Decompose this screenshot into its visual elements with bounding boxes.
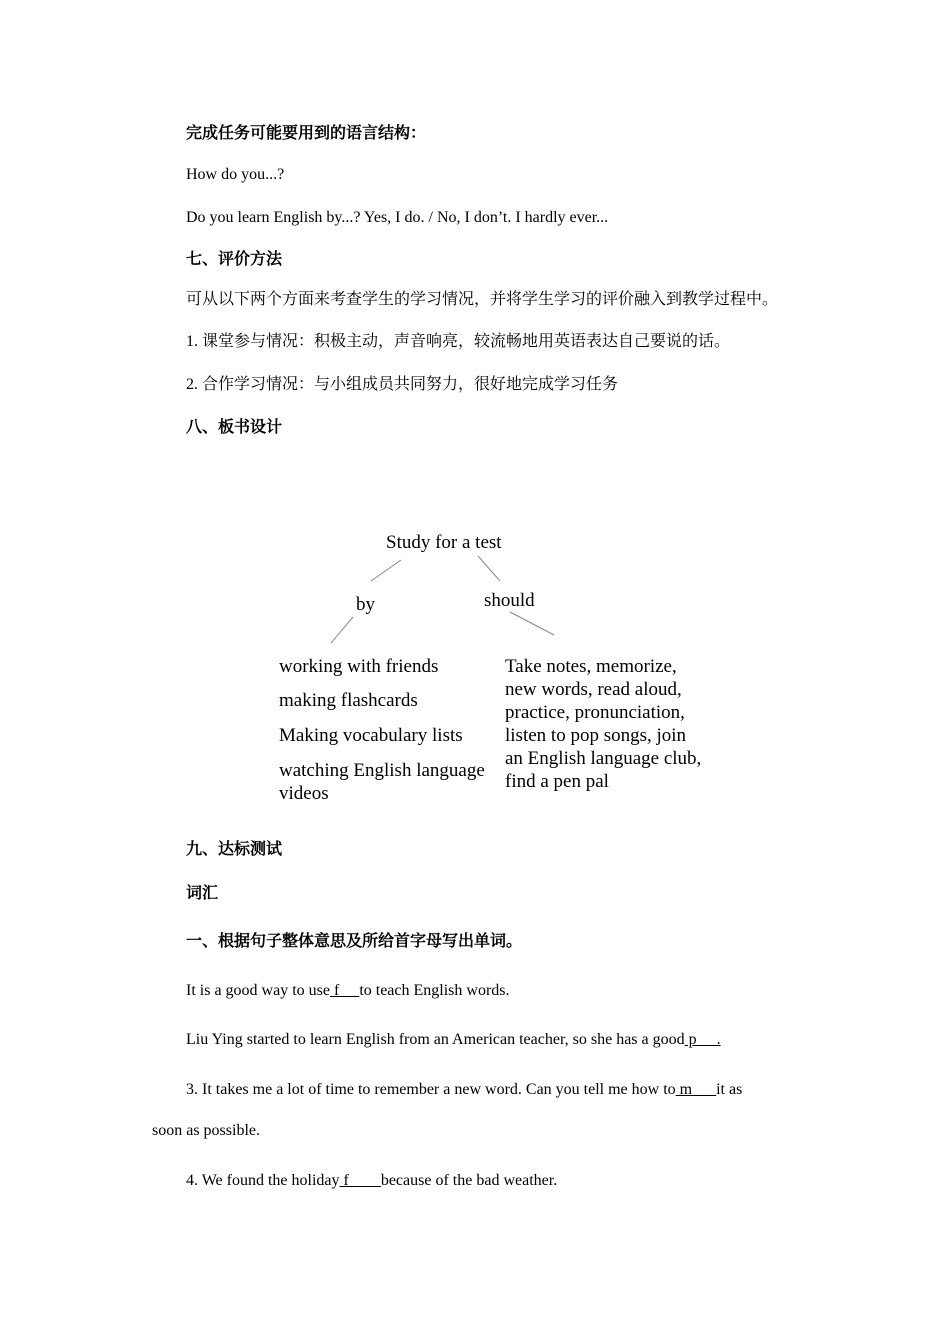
question-3: [186, 1080, 742, 1100]
structure-heading: 完成任务可能要用到的语言结构：: [186, 125, 427, 142]
by-item: making flashcards: [279, 690, 418, 711]
question-text: it as: [716, 1081, 743, 1098]
part1-heading: 一、根据句子整体意思及所给首字母写出单词。: [186, 933, 523, 950]
should-item: new words, read aloud,: [505, 679, 682, 700]
question-text: to teach English words.: [359, 982, 510, 999]
connector-root-by: [371, 560, 401, 581]
by-item: videos: [279, 783, 329, 804]
diagram-branch-by: by: [356, 594, 375, 615]
by-item: watching English language: [279, 760, 485, 781]
should-item: practice, pronunciation,: [505, 702, 685, 723]
question-4: [186, 1171, 557, 1191]
answer-blank[interactable]: f: [339, 1172, 381, 1189]
should-item: an English language club,: [505, 748, 702, 769]
question-text: Liu Ying started to learn English from an American teacher, so she has a good: [186, 1031, 685, 1048]
section7-intro: 可从以下两个方面来考查学生的学习情况，并将学生学习的评价融入到教学过程中。: [186, 291, 779, 308]
blackboard-diagram: [270, 520, 730, 820]
vocab-heading: 词汇: [186, 885, 219, 902]
connector-should-list: [510, 612, 554, 635]
answer-blank[interactable]: f: [329, 982, 360, 999]
should-item: find a pen pal: [505, 771, 609, 792]
answer-blank[interactable]: p .: [684, 1031, 721, 1048]
section7-heading: 七、评价方法: [186, 251, 283, 268]
should-item: listen to pop songs, join: [505, 725, 687, 746]
question-2: [186, 1030, 721, 1050]
structure-line-1: How do you...?: [186, 166, 285, 183]
should-item: Take notes, memorize,: [505, 656, 677, 677]
diagram-root: Study for a test: [386, 532, 502, 553]
answer-blank[interactable]: m: [675, 1081, 717, 1098]
connector-root-should: [478, 556, 500, 581]
by-item: Making vocabulary lists: [279, 725, 463, 746]
question-3-continuation: soon as possible.: [152, 1122, 260, 1139]
question-text: It is a good way to use: [186, 982, 330, 999]
section7-item-1: 1. 课堂参与情况：积极主动，声音响亮，较流畅地用英语表达自己要说的话。: [186, 333, 731, 350]
question-text: because of the bad weather.: [380, 1172, 558, 1189]
question-text: 3. It takes me a lot of time to remember a new word. Can you tell me how to: [186, 1081, 676, 1098]
structure-line-2: Do you learn English by...? Yes, I do. / No, I don’t. I hardly ever...: [186, 209, 609, 226]
section7-item-2: 2. 合作学习情况：与小组成员共同努力，很好地完成学习任务: [186, 376, 619, 393]
diagram-branch-should: should: [484, 590, 535, 611]
section8-heading: 八、板书设计: [186, 419, 283, 436]
connector-by-list: [331, 617, 353, 643]
section9-heading: 九、达标测试: [186, 841, 283, 858]
by-item: working with friends: [279, 656, 439, 677]
question-text: 4. We found the holiday: [186, 1172, 340, 1189]
question-1: [186, 981, 510, 1001]
